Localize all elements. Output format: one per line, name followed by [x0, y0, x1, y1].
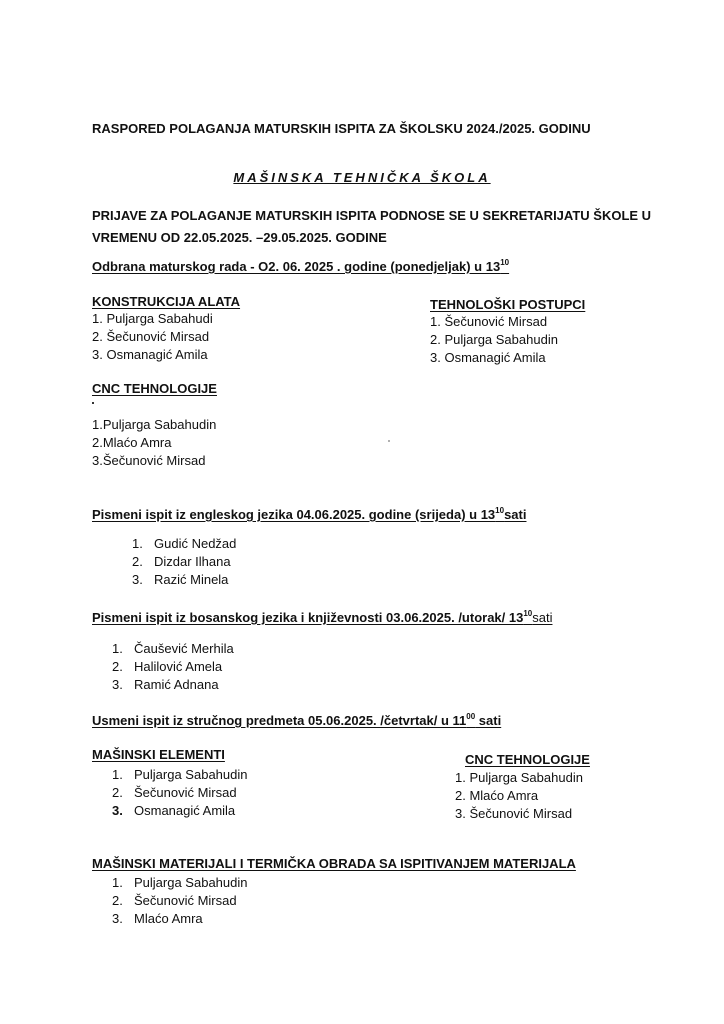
list-name: Halilović Amela [134, 659, 223, 674]
usmeni-heading [92, 712, 501, 728]
cnc-usmeni-list [455, 769, 583, 823]
list-item [112, 874, 247, 892]
masinski-elementi-list [112, 766, 247, 820]
materijali-heading: MAŠINSKI MATERIJALI I TERMIČKA OBRADA SA ISPITIVANJEM MATERIJALA [92, 856, 576, 871]
engleski-heading-sup: 10 [495, 506, 505, 515]
list-name: Puljarga Sabahudin [134, 875, 248, 890]
stray-dot [92, 402, 94, 404]
list-name: Puljarga Sabahudin [134, 767, 248, 782]
bosanski-heading-tail: sati [532, 610, 553, 625]
list-number: 1. [112, 767, 123, 782]
list-number: 3. [132, 572, 143, 587]
list-item: 2. Puljarga Sabahudin [430, 332, 558, 347]
list-name: Razić Minela [154, 572, 229, 587]
school-name: MAŠINSKA TEHNIČKA ŠKOLA [233, 170, 491, 185]
list-item: 1. Šečunović Mirsad [430, 314, 548, 329]
usmeni-heading-text: Usmeni ispit iz stručnog predmeta 05.06.2025. /četvrtak/ u 11 [92, 713, 467, 728]
list-item: 1. Puljarga Sabahudi [92, 311, 213, 326]
list-item: 2. Šečunović Mirsad [92, 329, 210, 344]
tehnoloski-list [430, 313, 558, 367]
usmeni-heading-sup: 00 [466, 712, 476, 721]
list-item [112, 766, 247, 784]
list-item [132, 571, 236, 589]
bosanski-heading [92, 609, 552, 625]
engleski-list [132, 535, 236, 589]
list-name: Šečunović Mirsad [134, 785, 237, 800]
list-name: Šečunović Mirsad [134, 893, 237, 908]
list-item [132, 535, 236, 553]
list-number: 2. [112, 785, 123, 800]
list-number: 3. [112, 911, 123, 926]
list-name: Ramić Adnana [134, 677, 219, 692]
odbrana-heading-text: Odbrana maturskog rada - O2. 06. 2025 . godine (ponedjeljak) u 13 [92, 259, 501, 274]
engleski-heading-tail: sati [504, 507, 527, 522]
list-number: 3. [112, 803, 123, 818]
list-name: Gudić Nedžad [154, 536, 237, 551]
list-item [112, 784, 247, 802]
bosanski-heading-text: Pismeni ispit iz bosanskog jezika i književnosti 03.06.2025. /utorak/ 13 [92, 610, 524, 625]
list-number: 1. [112, 641, 123, 656]
cnc-odbrana-list [92, 416, 216, 470]
konstrukcija-heading: KONSTRUKCIJA ALATA [92, 294, 241, 309]
list-number: 1. [112, 875, 123, 890]
masinski-elementi-heading: MAŠINSKI ELEMENTI [92, 747, 225, 762]
konstrukcija-list [92, 310, 213, 364]
list-number: 3. [112, 677, 123, 692]
list-item: 3. Osmanagić Amila [430, 350, 546, 365]
list-item: 2. Mlaćo Amra [455, 788, 539, 803]
list-item: 1. Puljarga Sabahudin [455, 770, 583, 785]
list-name: Čaušević Merhila [134, 641, 234, 656]
list-name: Dizdar Ilhana [154, 554, 231, 569]
engleski-heading-text: Pismeni ispit iz engleskog jezika 04.06.2025. godine (srijeda) u 13 [92, 507, 496, 522]
materijali-list [112, 874, 247, 928]
tehnoloski-heading: TEHNOLOŠKI POSTUPCI [430, 297, 586, 312]
list-item [132, 553, 236, 571]
cnc-usmeni-heading: CNC TEHNOLOGIJE [465, 752, 590, 767]
list-item [112, 640, 234, 658]
list-item: 3.Šečunović Mirsad [92, 453, 206, 468]
odbrana-heading [92, 258, 509, 274]
list-number: 2. [112, 659, 123, 674]
list-name: Mlaćo Amra [134, 911, 203, 926]
list-item: 3. Osmanagić Amila [92, 347, 208, 362]
list-number: 2. [112, 893, 123, 908]
list-item: 2.Mlaćo Amra [92, 435, 172, 450]
list-item [112, 658, 234, 676]
list-item: 1.Puljarga Sabahudin [92, 417, 217, 432]
odbrana-heading-sup: 10 [500, 258, 510, 267]
list-number: 1. [132, 536, 143, 551]
list-item: 3. Šečunović Mirsad [455, 806, 573, 821]
list-item [112, 910, 247, 928]
scan-speck [388, 440, 390, 442]
list-item [112, 892, 247, 910]
list-item [112, 676, 234, 694]
list-number: 2. [132, 554, 143, 569]
document-title: RASPORED POLAGANJA MATURSKIH ISPITA ZA ŠKOLSKU 2024./2025. GODINU [92, 121, 591, 136]
list-item [112, 802, 247, 820]
list-name: Osmanagić Amila [134, 803, 236, 818]
cnc-odbrana-heading: CNC TEHNOLOGIJE [92, 381, 217, 396]
usmeni-heading-tail: sati [475, 713, 502, 728]
bosanski-heading-sup: 10 [523, 609, 533, 618]
bosanski-list [112, 640, 234, 694]
registration-notice: PRIJAVE ZA POLAGANJE MATURSKIH ISPITA PODNOSE SE U SEKRETARIJATU ŠKOLE U VREMENU OD 22.05.2025. –29.05.2025. GODINE [92, 208, 652, 245]
engleski-heading [92, 506, 526, 522]
